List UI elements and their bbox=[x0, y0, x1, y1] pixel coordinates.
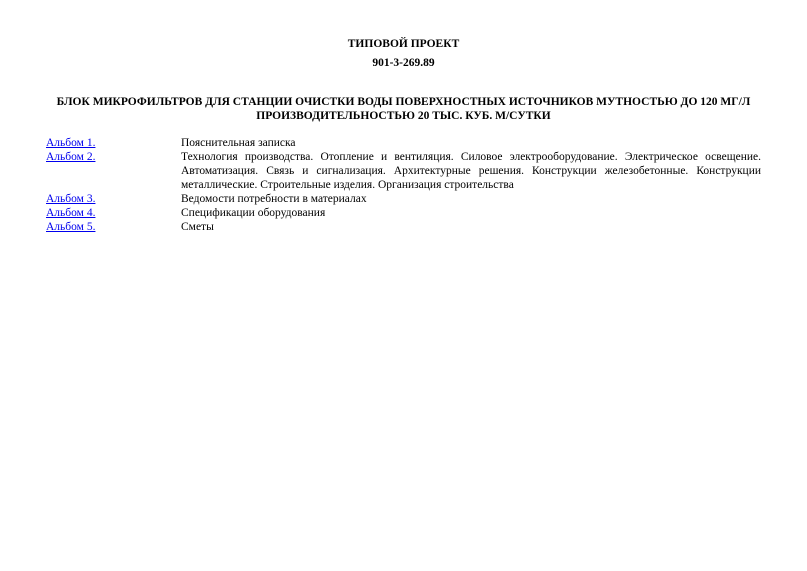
document-type-heading: ТИПОВОЙ ПРОЕКТ bbox=[347, 38, 460, 50]
album-2-link[interactable]: Альбом 2. bbox=[46, 151, 96, 163]
album-2-description: Технология производства. Отопление и вентиляция. Силовое электрооборудование. Электрическое освещение. Автоматизация. Связь и сигнализация. Архитектурные решения. Конструкции железобетонные. Конструкции металлические. Строительные изделия. Организация строительства bbox=[181, 151, 761, 191]
album-3-description: Ведомости потребности в материалах bbox=[181, 193, 367, 205]
album-4-link[interactable]: Альбом 4. bbox=[46, 207, 96, 219]
album-5-link[interactable]: Альбом 5. bbox=[46, 221, 96, 233]
album-5-description: Сметы bbox=[181, 221, 214, 233]
album-4-description: Спецификации оборудования bbox=[181, 207, 326, 219]
album-1-link[interactable]: Альбом 1. bbox=[46, 137, 96, 149]
album-row-3 bbox=[46, 192, 761, 206]
album-row-2 bbox=[46, 150, 761, 192]
project-title bbox=[0, 95, 807, 123]
album-3-link[interactable]: Альбом 3. bbox=[46, 193, 96, 205]
album-row-1 bbox=[46, 136, 761, 150]
album-list bbox=[46, 136, 761, 234]
project-title-line-1: БЛОК МИКРОФИЛЬТРОВ ДЛЯ СТАНЦИИ ОЧИСТКИ ВОДЫ ПОВЕРХНОСТНЫХ ИСТОЧНИКОВ МУТНОСТЬЮ ДО 120 МГ/Л bbox=[56, 96, 751, 108]
album-row-4 bbox=[46, 206, 761, 220]
album-row-5 bbox=[46, 220, 761, 234]
album-1-description: Пояснительная записка bbox=[181, 137, 296, 149]
project-code-heading: 901-3-269.89 bbox=[372, 57, 435, 69]
project-title-line-2: ПРОИЗВОДИТЕЛЬНОСТЬЮ 20 ТЫС. КУБ. М/СУТКИ bbox=[256, 110, 551, 122]
